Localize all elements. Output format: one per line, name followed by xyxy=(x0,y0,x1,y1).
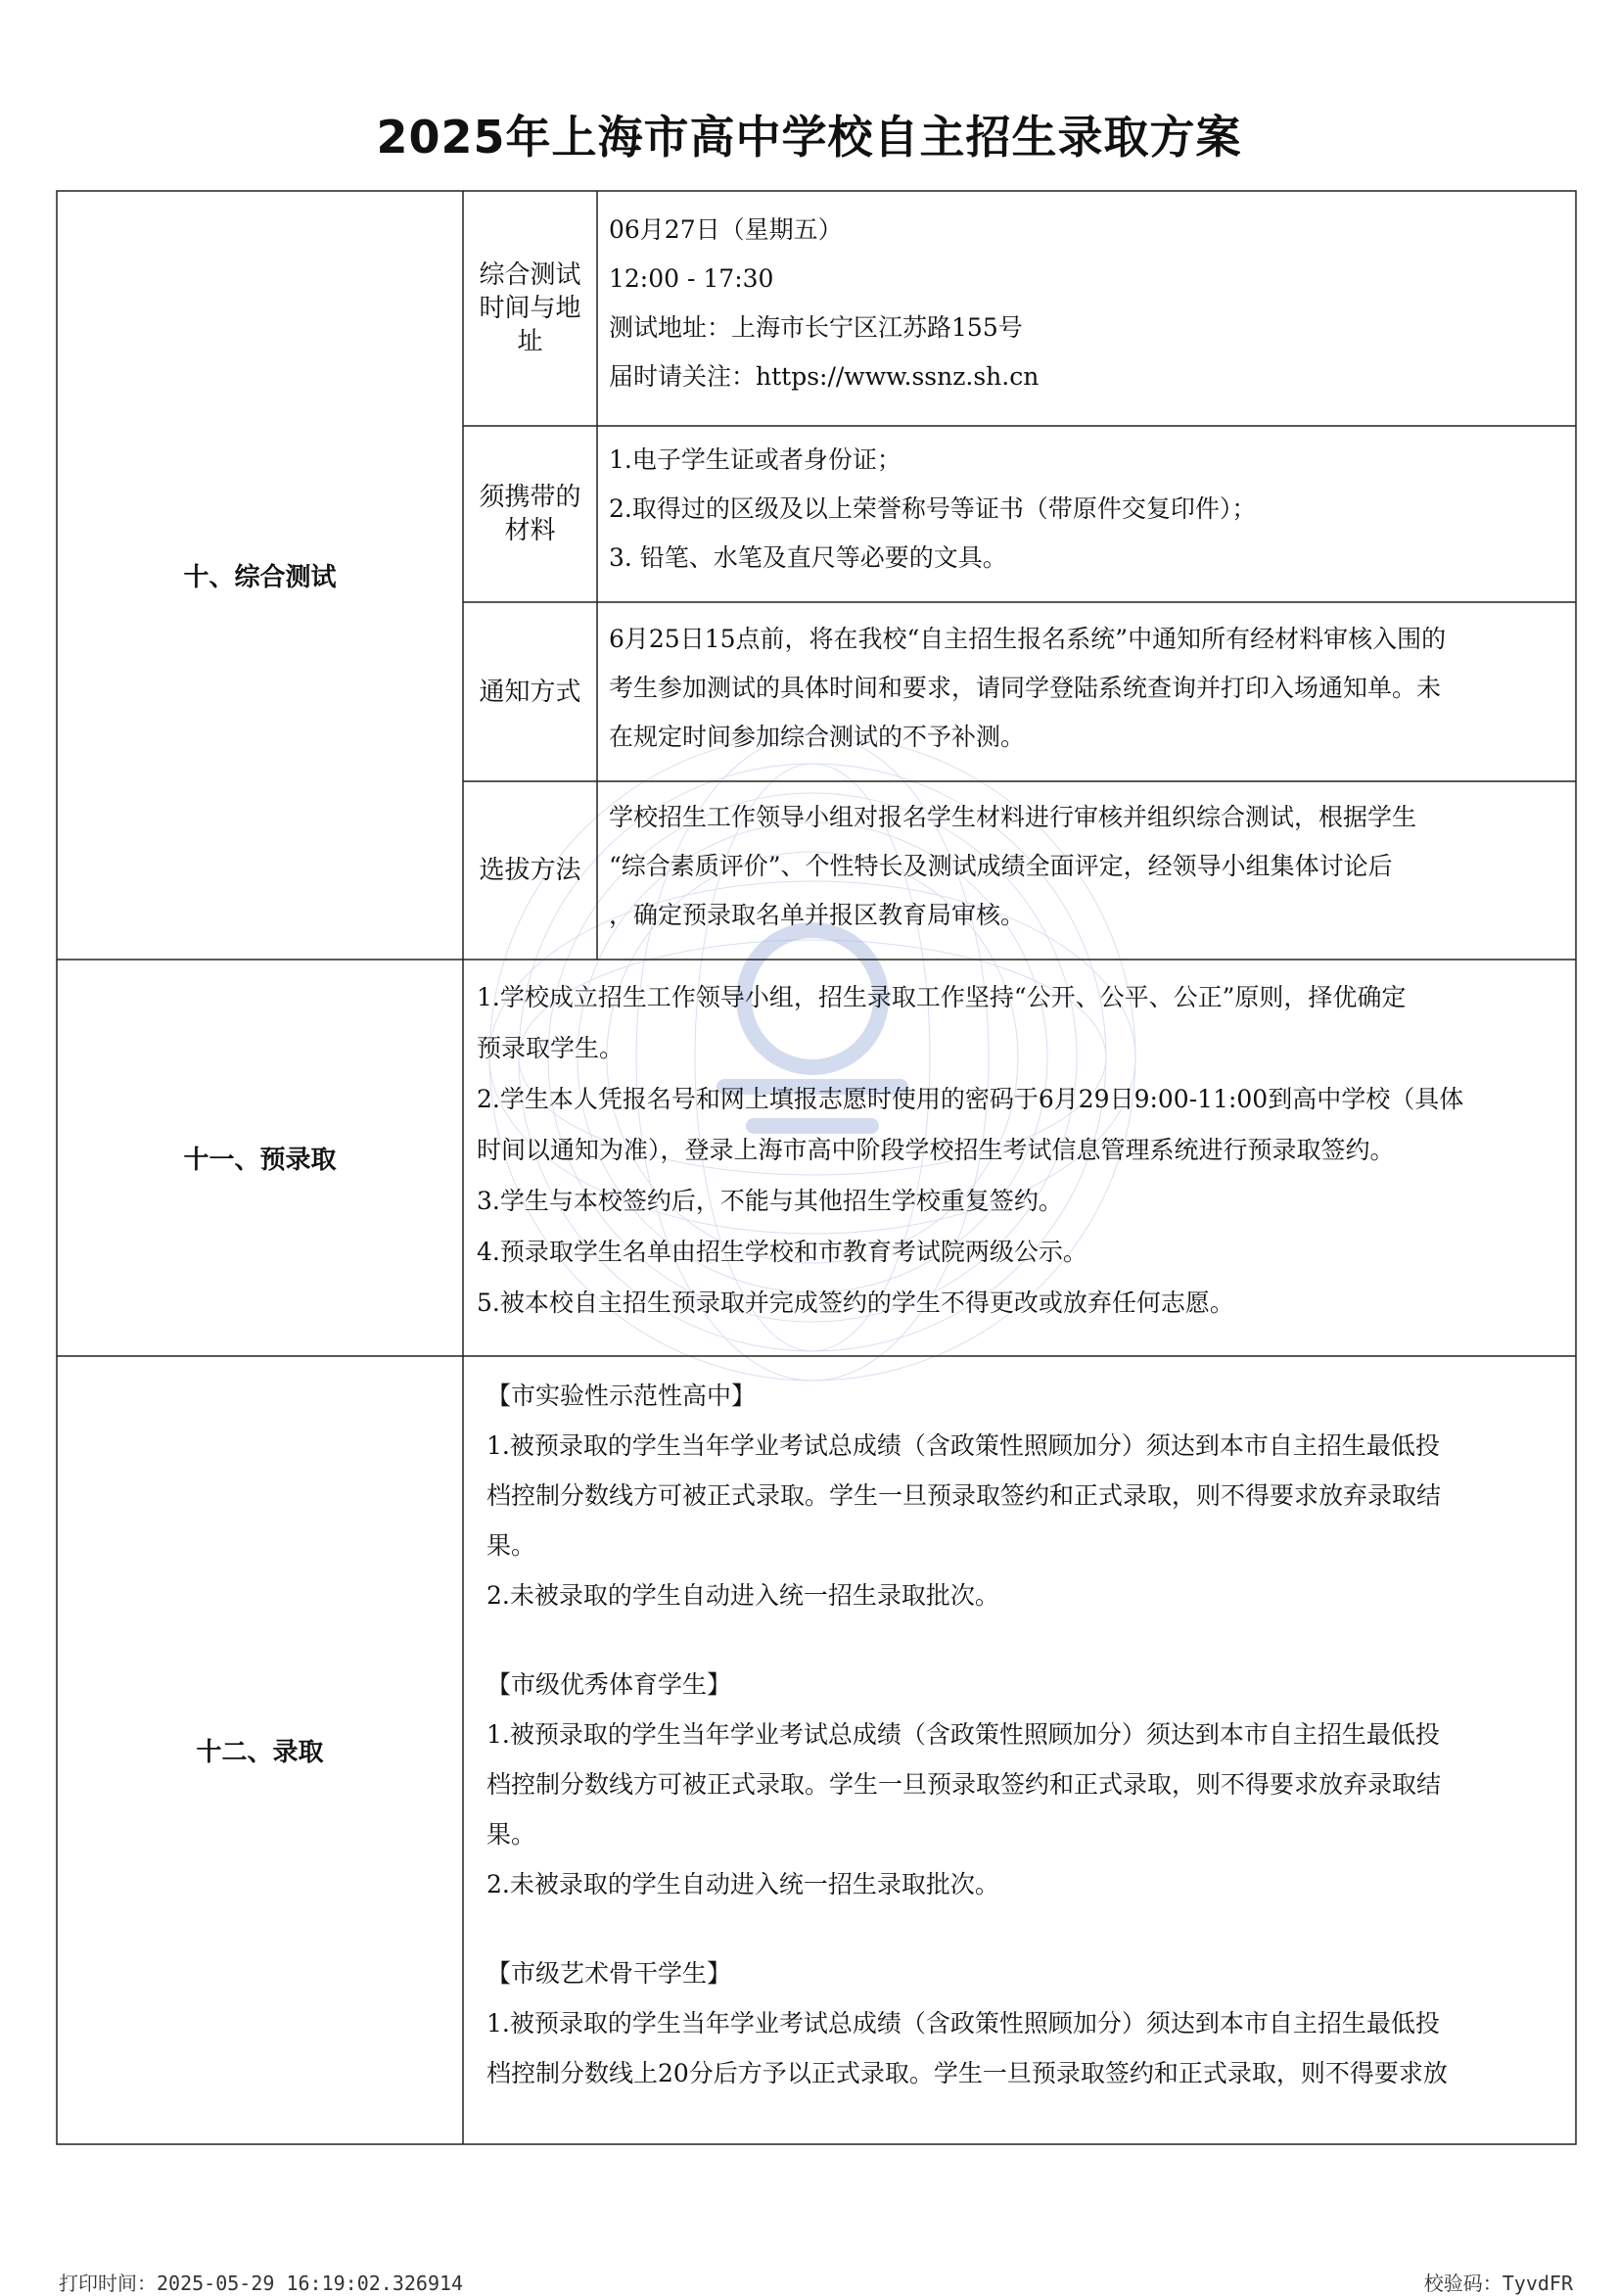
text-line xyxy=(486,1909,1576,1948)
text-line: 2.未被录取的学生自动进入统一招生录取批次。 xyxy=(486,1581,999,1610)
section-10-title: 十、综合测试 xyxy=(183,563,337,592)
text-line: 1.电子学生证或者身份证； xyxy=(609,445,901,474)
text-line: 2.未被录取的学生自动进入统一招生录取批次。 xyxy=(486,1870,999,1898)
text-line: 档控制分数线方可被正式录取。学生一旦预录取签约和正式录取，则不得要求放弃录取结 xyxy=(486,1770,1442,1799)
text-line: 6月25日15点前，将在我校“自主招生报名系统”中通知所有经材料审核入围的 xyxy=(609,625,1447,653)
text-line: 届时请关注：https://www.ssnz.sh.cn xyxy=(609,362,1040,391)
text-line: 3.学生与本校签约后，不能与其他招生学校重复签约。 xyxy=(477,1187,1063,1215)
row-test-time-content xyxy=(597,206,1576,426)
row-test-time-label: 综合测试时间与地址 xyxy=(479,260,581,356)
text-line: 档控制分数线方可被正式录取。学生一旦预录取签约和正式录取，则不得要求放弃录取结 xyxy=(486,1481,1442,1510)
text-line: 2.取得过的区级及以上荣誉称号等证书（带原件交复印件）； xyxy=(609,494,1257,523)
text-line: 2.学生本人凭报名号和网上填报志愿时使用的密码于6月29日9:00-11:00到高中学校（具体 xyxy=(477,1085,1464,1113)
section-11-title: 十一、预录取 xyxy=(183,1146,337,1175)
text-line: 测试地址：上海市长宁区江苏路155号 xyxy=(609,313,1023,342)
text-line: 1.被预录取的学生当年学业考试总成绩（含政策性照顾加分）须达到本市自主招生最低投 xyxy=(486,1720,1440,1749)
section-12-title: 十二、录取 xyxy=(196,1738,324,1767)
section-11-content xyxy=(463,972,1576,1356)
text-line: “综合素质评价”、个性特长及测试成绩全面评定，经领导小组集体讨论后 xyxy=(609,852,1393,880)
text-line: 12:00 - 17:30 xyxy=(609,264,774,293)
row-selection-label: 选拔方法 xyxy=(479,856,581,885)
text-line: 果。 xyxy=(486,1820,536,1849)
text-line: 预录取学生。 xyxy=(477,1034,624,1062)
check-code: 校验码：TyvdFR xyxy=(1423,2272,1573,2295)
text-line: 1.学校成立招生工作领导小组，招生录取工作坚持“公开、公平、公正”原则，择优确定 xyxy=(477,983,1407,1011)
text-line: 果。 xyxy=(486,1531,536,1560)
text-line: 考生参加测试的具体时间和要求，请同学登陆系统查询并打印入场通知单。未 xyxy=(609,674,1442,702)
text-line: 06月27日（星期五） xyxy=(609,215,843,244)
text-line: 档控制分数线上20分后方予以正式录取。学生一旦预录取签约和正式录取，则不得要求放 xyxy=(486,2059,1448,2087)
text-line: 在规定时间参加综合测试的不予补测。 xyxy=(609,723,1026,751)
row-selection-content xyxy=(597,793,1576,960)
text-line: 4.预录取学生名单由招生学校和市教育考试院两级公示。 xyxy=(477,1238,1087,1266)
text-line: 【市级艺术骨干学生】 xyxy=(486,1959,732,1988)
print-time: 打印时间：2025-05-29 16:19:02.326914 xyxy=(59,2272,464,2295)
text-line: 时间以通知为准），登录上海市高中阶段学校招生考试信息管理系统进行预录取签约。 xyxy=(477,1136,1395,1164)
text-line: 学校招生工作领导小组对报名学生材料进行审核并组织综合测试，根据学生 xyxy=(609,803,1417,831)
text-line: 【市实验性示范性高中】 xyxy=(486,1382,757,1410)
row-notice-content xyxy=(597,615,1576,781)
section-12-content xyxy=(463,1371,1576,2144)
row-materials-label: 须携带的材料 xyxy=(479,483,581,545)
text-line: 1.被预录取的学生当年学业考试总成绩（含政策性照顾加分）须达到本市自主招生最低投 xyxy=(486,2009,1440,2038)
text-line: ，确定预录取名单并报区教育局审核。 xyxy=(609,901,1026,929)
row-notice-label: 通知方式 xyxy=(479,677,581,707)
text-line: 1.被预录取的学生当年学业考试总成绩（含政策性照顾加分）须达到本市自主招生最低投 xyxy=(486,1431,1440,1460)
text-line xyxy=(486,1620,1576,1660)
text-line: 5.被本校自主招生预录取并完成签约的学生不得更改或放弃任何志愿。 xyxy=(477,1289,1234,1317)
page-title: 2025年上海市高中学校自主招生录取方案 xyxy=(376,111,1242,164)
text-line: 3. 铅笔、水笔及直尺等必要的文具。 xyxy=(609,543,1007,572)
text-line: 【市级优秀体育学生】 xyxy=(486,1670,732,1699)
row-materials-content xyxy=(597,436,1576,602)
